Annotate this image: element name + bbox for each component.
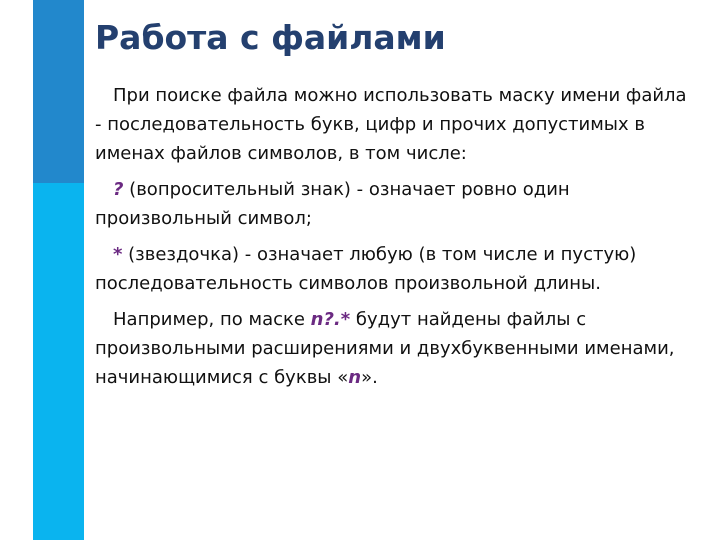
intro-paragraph: При поиске файла можно использовать маску имени файла - последовательность букв, цифр и прочих допустимых в именах файлов символов, в том числе: [95,85,687,164]
question-mark-symbol: ? [113,179,124,200]
example-text-end: ». [361,367,378,388]
asterisk-symbol: * [113,244,123,265]
example-letter: n [348,367,362,388]
slide-body [95,81,695,399]
accent-bar-bottom [33,183,84,540]
example-text-middle: будут найдены файлы с произвольными расширениями и двухбуквенными именами, начинающимися с буквы « [95,309,675,388]
accent-bar-top [33,0,84,183]
asterisk-description: (звездочка) - означает любую (в том числе и пустую) последовательность символов произвольной длины. [95,244,637,294]
question-mark-paragraph [95,175,695,233]
example-paragraph [95,305,695,392]
slide-title: Работа с файлами [95,18,446,57]
example-text-start: Например, по маске [113,309,311,330]
example-mask: n?.* [310,309,351,330]
asterisk-paragraph [95,240,695,298]
question-mark-description: (вопросительный знак) - означает ровно один произвольный символ; [95,179,570,229]
